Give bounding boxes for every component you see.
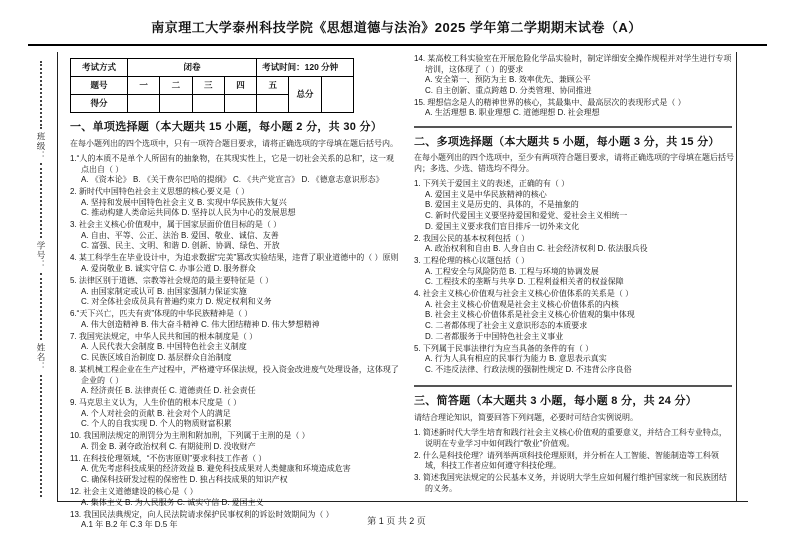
column-header: 五 [257, 77, 289, 95]
section2-questions [414, 179, 734, 375]
question-options: A. 社会主义核心价值观是社会主义核心价值体系的内核 [425, 299, 619, 309]
question-stem: 13. 我国民法典规定，向人民法院请求保护民事权利的诉讼时效期间为（ ） [70, 509, 334, 519]
question-stem: 4. 某工科学生在毕业设计中，为追求数据“完美”篡改实验结果，违背了职业道德中的（ ）原则 [70, 253, 399, 263]
question [70, 154, 400, 186]
question-stem: 10. 我国刑法规定的刑罚分为主刑和附加刑，下列属于主刑的是（ ） [70, 431, 310, 441]
question-options: A. 由国家制定或认可 B. 由国家强制力保证实施 [81, 286, 247, 296]
question-stem: 6.“天下兴亡，匹夫有责”体现的中华民族精神是（ ） [70, 309, 253, 319]
student-id-field-label: 学号： [36, 241, 46, 270]
section3-questions [414, 428, 734, 494]
question-options: A. 生活理想 B. 职业理想 C. 道德理想 D. 社会理想 [425, 108, 600, 118]
question [70, 309, 400, 330]
question-options: A. 《资本论》 B. 《关于费尔巴哈的提纲》 C. 《共产党宣言》 D. 《德意志意识形态》 [81, 175, 384, 185]
section-divider [414, 126, 732, 128]
question-options: C. 民族区域自治制度 D. 基层群众自治制度 [81, 352, 232, 362]
score-row-label: 得分 [71, 95, 128, 113]
question-options: A. 政治权利和自由 B. 人身自由 C. 社会经济权利 D. 依法服兵役 [425, 244, 648, 254]
question-options: A. 爱国主义是中华民族精神的核心 [425, 189, 547, 199]
column-header: 四 [224, 77, 256, 95]
question-stem: 5. 法律区别于道德、宗教等社会规范的最主要特征是（ ） [70, 276, 274, 286]
page-title: 南京理工大学泰州科技学院《思想道德与法治》2025 学年第二学期期末试卷（A） [151, 20, 642, 35]
exam-mode-value: 闭卷 [128, 59, 257, 77]
question-stem: 14. 某高校工科实验室在开展危险化学品实验时，制定详细安全操作规程并对学生进行专项培训，这体现了（ ）的要求 [414, 54, 732, 74]
question-options: A. 工程安全与风险防范 B. 工程与环境的协调发展 [425, 266, 599, 276]
question-options: C. 个人的自我实现 D. 个人的物质财富积累 [81, 419, 232, 429]
question [70, 454, 400, 486]
question-stem: 3. 简述我国宪法规定的公民基本义务，并说明大学生应如何履行维护国家统一和民族团结的义务。 [414, 473, 727, 494]
class-field-label: 班级： [36, 131, 46, 161]
question-options: A. 人民代表大会制度 B. 中国特色社会主义制度 [81, 342, 247, 352]
column-header: 二 [160, 77, 192, 95]
left-column [70, 54, 400, 532]
question [414, 289, 734, 342]
question-options: A. 个人对社会的贡献 B. 社会对个人的满足 [81, 408, 231, 418]
question-stem: 5. 下列属于民事法律行为应当具备的条件的有（ ） [414, 343, 594, 353]
question-options: A. 罚金 B. 剥夺政治权利 C. 有期徒刑 D. 没收财产 [81, 441, 256, 451]
score-cell [128, 95, 160, 113]
section-divider [414, 385, 732, 387]
question-stem: 7. 我国宪法规定，中华人民共和国的根本制度是（ ） [70, 331, 258, 341]
question-options: C. 新时代爱国主义要坚持爱国和爱党、爱社会主义相统一 [425, 211, 628, 221]
question-options: C. 工程技术的垄断与共享 D. 工程利益相关者的权益保障 [425, 277, 624, 287]
question-stem: 8. 某机械工程企业在生产过程中，严格遵守环保法规，投入资金改进废气处理设备，这体现了企业的（ ） [70, 364, 399, 385]
question [414, 473, 734, 494]
name-field-label: 姓名： [36, 343, 46, 372]
question [414, 98, 734, 119]
question-options: C. 推动构建人类命运共同体 D. 坚持以人民为中心的发展思想 [81, 208, 296, 218]
question-number-row-label: 题号 [71, 77, 128, 95]
column-header: 三 [192, 77, 224, 95]
question [70, 253, 400, 274]
score-cell [224, 95, 256, 113]
question [414, 179, 734, 232]
dotted-line [40, 163, 42, 238]
right-column [414, 54, 734, 496]
question-options: A. 集体主义 B. 为人民服务 C. 诚实守信 D. 爱国主义 [81, 497, 264, 507]
question-options: C. 对全体社会成员具有普遍约束力 D. 规定权利和义务 [81, 297, 272, 307]
question-options: A. 安全第一、预防为主 B. 效率优先、兼顾公平 [425, 75, 591, 85]
binding-margin [30, 58, 52, 500]
question-options: A. 优先考虑科技成果的经济效益 B. 避免科技成果对人类健康和环境造成危害 [81, 464, 351, 474]
dotted-line [40, 61, 42, 129]
question-stem: 2. 什么是科技伦理？请列举两项科技伦理原则，并分析在人工智能、智能制造等工科领域，科技工作者应如何遵守科技伦理。 [414, 450, 719, 471]
question [70, 220, 400, 252]
question-stem: 2. 新时代中国特色社会主义思想的核心要义是（ ） [70, 187, 250, 197]
section2-heading: 二、多项选择题（本大题共 5 小题，每小题 3 分，共 15 分） [414, 135, 720, 148]
question-stem: 11. 在科技伦理领域，“不伤害原则”要求科技工作者（ ） [70, 453, 267, 463]
question-stem: 1. 简述新时代大学生培育和践行社会主义核心价值观的重要意义，并结合工科专业特点，说明在专业学习中如何践行“敬业”价值观。 [414, 428, 727, 448]
question [414, 234, 734, 255]
question-stem: 1.“人的本质不是单个人所固有的抽象物，在其现实性上，它是一切社会关系的总和”，这一观点出自（ ） [70, 154, 394, 174]
question-options: C. 二者都体现了社会主义意识形态的本质要求 [425, 321, 588, 330]
total-score-cell [321, 77, 353, 113]
total-score-label: 总分 [289, 77, 321, 113]
score-cell [257, 95, 289, 113]
section2-instruction: 在每小题列出的四个选项中，至少有两项符合题目要求，请将正确选项的字母填在题后括号内；多选、少选、错选均不得分。 [414, 153, 734, 173]
section1-questions-left [70, 154, 400, 531]
question-stem: 4. 社会主义核心价值观与社会主义核心价值体系的关系是（ ） [414, 289, 634, 299]
title-rule [28, 44, 767, 46]
question-stem: 2. 我国公民的基本权利包括（ ） [414, 233, 530, 243]
question [70, 276, 400, 308]
question [414, 54, 734, 96]
question-options: C. 不违反法律、行政法规的强制性规定 D. 不违背公序良俗 [425, 364, 632, 374]
question-options: B. 爱国主义是历史的、具体的，不是抽象的 [425, 200, 579, 210]
question [70, 332, 400, 364]
question [70, 398, 400, 430]
page-number: 第 1 页 共 2 页 [367, 516, 426, 526]
question-options: B. 社会主义核心价值体系是社会主义核心价值观的集中体现 [425, 310, 635, 320]
question-options: C. 富强、民主、文明、和谐 D. 创新、协调、绿色、开放 [81, 241, 280, 251]
question-options: A. 伟大创造精神 B. 伟大奋斗精神 C. 伟大团结精神 D. 伟大梦想精神 [81, 319, 320, 329]
score-info-table [70, 58, 354, 113]
question [70, 487, 400, 508]
exam-duration: 考试时间：120 分钟 [257, 59, 354, 77]
question [70, 431, 400, 452]
question-options: A. 经济责任 B. 法律责任 C. 道德责任 D. 社会责任 [81, 386, 256, 396]
section1-instruction: 在每小题列出的四个选项中，只有一项符合题目要求，请将正确选项的字母填在题后括号内。 [70, 138, 398, 148]
section3-instruction: 请结合理论知识，简要回答下列问题，必要时可结合实例说明。 [414, 412, 638, 422]
question [414, 256, 734, 288]
section1-questions-right [414, 54, 734, 119]
question-stem: 3. 工程伦理的核心议题包括（ ） [414, 256, 530, 266]
question [414, 451, 734, 472]
question-options: D. 二者都服务于中国特色社会主义事业 [425, 331, 564, 341]
left-border-line [57, 52, 58, 502]
question-options: C. 确保科技研发过程的保密性 D. 独占科技成果的知识产权 [81, 474, 288, 484]
question-stem: 12. 社会主义道德建设的核心是（ ） [70, 486, 198, 496]
question-stem: 9. 马克思主义认为，人生价值的根本尺度是（ ） [70, 398, 242, 408]
question-stem: 3. 社会主义核心价值观中，属于国家层面价值目标的是（ ） [70, 220, 282, 230]
question [414, 428, 734, 449]
question [414, 344, 734, 376]
right-border-line [736, 52, 737, 502]
question-options: D. 爱国主义要求我们盲目排斥一切外来文化 [425, 221, 580, 231]
section3-heading: 三、简答题（本大题共 3 小题，每小题 8 分，共 24 分） [414, 395, 698, 408]
dotted-line [40, 375, 42, 497]
section1-heading: 一、单项选择题（本大题共 15 小题，每小题 2 分，共 30 分） [70, 121, 383, 133]
exam-mode-label: 考试方式 [71, 59, 128, 77]
question-options: C. 自主创新、重点跨越 D. 分类管理、协同推进 [425, 85, 592, 95]
column-header: 一 [128, 77, 160, 95]
question-stem: 15. 理想信念是人的精神世界的核心，其最集中、最高层次的表现形式是（ ） [414, 97, 686, 107]
score-cell [160, 95, 192, 113]
question [70, 187, 400, 219]
question-stem: 1. 下列关于爱国主义的表述，正确的有（ ） [414, 179, 570, 189]
dotted-line [40, 273, 42, 341]
question-options: A.1 年 B.2 年 C.3 年 D.5 年 [81, 520, 178, 530]
question-options: A. 行为人具有相应的民事行为能力 B. 意思表示真实 [425, 354, 607, 364]
question-options: A. 自由、平等、公正、法治 B. 爱国、敬业、诚信、友善 [81, 230, 279, 240]
question-options: A. 坚持和发展中国特色社会主义 B. 实现中华民族伟大复兴 [81, 197, 287, 207]
score-cell [192, 95, 224, 113]
question [70, 365, 400, 397]
question-options: A. 爱岗敬业 B. 诚实守信 C. 办事公道 D. 服务群众 [81, 264, 256, 274]
